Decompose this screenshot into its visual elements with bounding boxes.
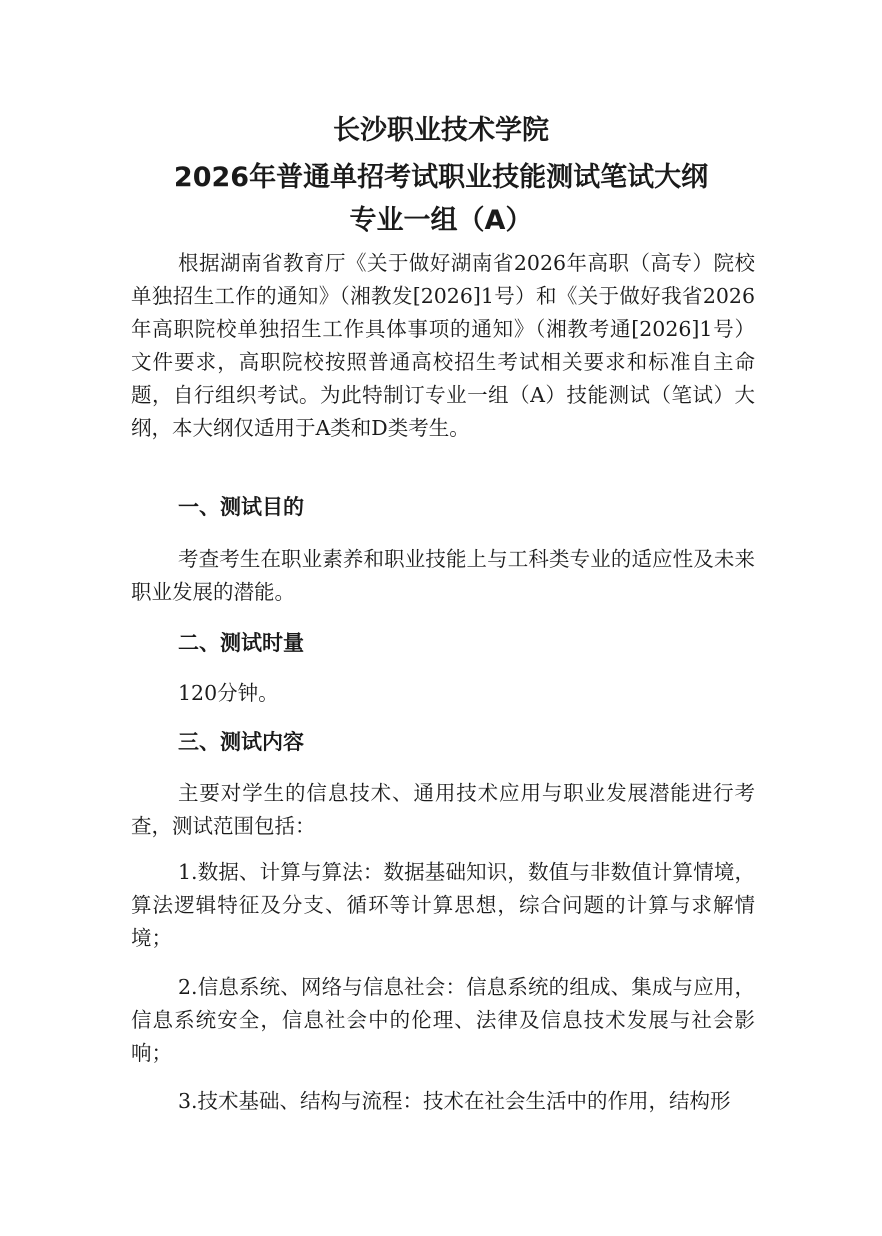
intro-paragraph: 根据湖南省教育厅《关于做好湖南省2026年高职（高专）院校单独招生工作的通知》（湘教发[2026]1号）和《关于做好我省2026年高职院校单独招生工作具体事项的通知》（湘教考通[2026]1号）文件要求，高职院校按照普通高校招生考试相关要求和标准自主命题，自行组织考试。为此特制订专业一组（A）技能测试（笔试）大纲，本大纲仅适用于A类和D类考生。 — [131, 251, 755, 440]
school-name: 长沙职业技术学院 — [333, 115, 549, 146]
section-text-purpose: 考查考生在职业素养和职业技能上与工科类专业的适应性及未来职业发展的潜能。 — [131, 547, 755, 604]
section-text-duration: 120分钟。 — [178, 681, 279, 705]
content-item-1: 1.数据、计算与算法：数据基础知识，数值与非数值计算情境，算法逻辑特征及分支、循环等计算思想，综合问题的计算与求解情境； — [131, 860, 755, 950]
content-item-2: 2.信息系统、网络与信息社会：信息系统的组成、集成与应用，信息系统安全，信息社会中的伦理、法律及信息技术发展与社会影响； — [131, 975, 755, 1065]
document-title: 2026年普通单招考试职业技能测试笔试大纲 — [173, 162, 709, 193]
content-item-3: 3.技术基础、结构与流程：技术在社会生活中的作用，结构形 — [178, 1089, 731, 1113]
section-heading-purpose: 一、测试目的 — [178, 495, 304, 519]
section-heading-duration: 二、测试时量 — [178, 631, 304, 655]
section-text-content: 主要对学生的信息技术、通用技术应用与职业发展潜能进行考查，测试范围包括： — [131, 781, 755, 838]
section-heading-content: 三、测试内容 — [178, 730, 304, 754]
document-subtitle: 专业一组（A） — [349, 205, 533, 236]
